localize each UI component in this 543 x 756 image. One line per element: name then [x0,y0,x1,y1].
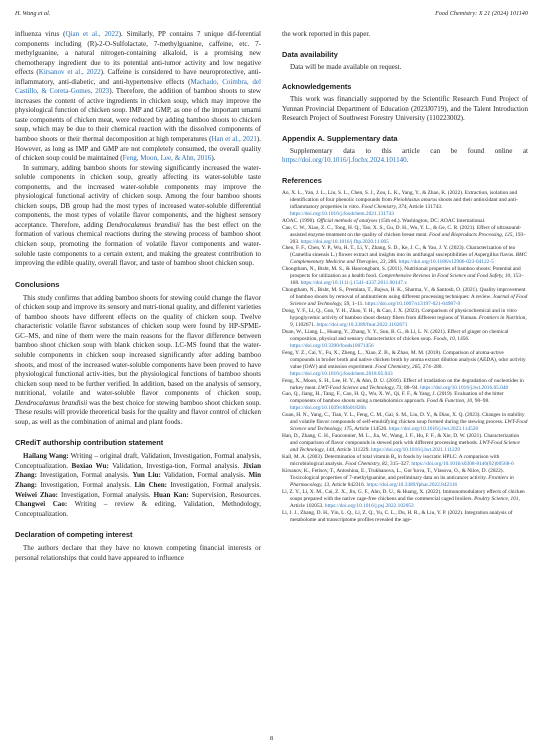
reference-text: , 274–280. [420,363,443,370]
citation-link[interactable]: Machado, Coimbra, del Castillo, & Coreta-Gomes, 2023 [15,77,261,96]
reference-text: , Article 131743. [406,203,443,210]
reference-source: BMC Complementary Medicine and Therapies, 23 [290,252,528,266]
reference-text: , 153–168. [290,273,524,287]
reference-doi-link[interactable]: https://doi.org/10.1007/s13197-021-04987-9 [365,301,461,308]
reference-text: Chongtham, N., Bisht, M. S., & Haorongbam, S. (2011). Nutritional properties of bamboo shoots: Potential and prospects for utilization as a health food. [282,266,521,280]
reference-item [282,412,528,433]
header-journal: Food Chemistry: X 21 (2024) 101140 [435,10,528,17]
reference-text: , Article 842316. [329,481,367,488]
competing-interest-paragraph: The authors declare that they have no known competing financial interests or personal relationships that could have appeared to influence [15,544,261,562]
reference-text: , 1102671. [292,321,317,328]
reference-text: Li, J. J., Zhang, D. H., Yin, L. Q., Li, Z. Q., Yu, C. L., Du, H. R., & Liu, Y. P. (2022). Integration analysis of metabolome and transcriptome profiles revealed the age- [282,509,513,523]
reference-source: LWT-Food Science and Technology, 144 [290,440,520,454]
reference-item [282,287,528,308]
reference-doi-link[interactable]: https://doi.org/10.1016/j.foodchem.2018.05.043 [290,370,393,377]
reference-doi-link[interactable]: https://doi.org/10.1016/j.lwt.2021.111229 [371,447,461,454]
reference-doi-link[interactable]: https://doi.org/10.3389/fnut.2022.1102671 [316,321,408,328]
references-heading: References [282,175,322,185]
conclusions-paragraph: This study confirms that adding bamboo shoots for stewing could change the flavor of chicken soup and improve its sensory and nutri-tional quality, and different varieties of bamboo shoots have different effects on the quality of chicken soup. Twelve characteristic volatile flavor substances of chicken soup were found by HP-SPME-GC–MS, and nine of them were the main reasons for the flavor difference between bamboo shoot chicken soup with blank chicken soup. LC-MS found that the water-soluble components in chicken soup increased significantly after adding bamboo shoots, and most of the increased water-soluble components have been proved to have physiological functional activ-ities, but the physiological functions of bamboo shoots chicken soup need to be further verified. In addition, based on the analysis of sensory, nutritional, volatile and water-soluble flavor components of chicken soup, Dendrocalamus brandisii was the best choice for stewing bamboo shoot chicken soup. These results will provide theoretical basis for the quality and flavor control of chicken soup, as well as the combination of animal and plant foods. [15,293,261,426]
data-availability-heading: Data availability [282,49,338,59]
reference-text: , 286. [385,259,399,266]
conclusions-heading: Conclusions [15,279,60,289]
reference-text: Li, Z. Y., Li, X. M., Cai, Z. X., Jin, G. F., Ahn, D. U., & Huang, X. (2022). Immunomodulatory effects of chicken soups prepared with the native cage-free chickens and the commercial caged broilers. [282,488,525,502]
reference-text: , 90–98. [472,398,490,405]
data-availability-text: Data will be made available on request. [290,62,402,71]
reference-source: Food Chemistry, 82 [345,461,388,467]
reference-source: Official methods of analyses [316,217,378,224]
reference-doi-link[interactable]: https://doi.org/10.1016/s0308-8146(02)00568-6 [411,461,514,467]
reference-item [282,350,528,378]
citation-link[interactable]: Han et al., 2021 [211,135,257,144]
reference-item [282,468,528,489]
reference-text: Chen, F. F., Chen, Y. P., Wu, H. T., Li, Y., Zhang, S. D., Ke, J. C., & Yao, J. Y. (2023). Characterization of tea (Camellia sinensis L.) flower extract and insights into its antifungal susceptibilities of Aspergillus flavus. [282,245,516,259]
reference-text: , 1456. [454,335,470,342]
reference-source: Food and Bioproducts Processing, 125 [429,231,513,238]
competing-interest-continued: the work reported in this paper. [282,30,371,38]
reference-source: Journal of Food Science and Technology, 59 [290,294,528,308]
reference-source: LWT-Food Science and Technology, 175 [290,419,528,433]
reference-source: Comprehensive Reviews in Food Science and Food Safety, 10 [378,273,511,280]
reference-text: , 1–11. [349,301,366,308]
citation-link[interactable]: Kirsanov et al., 2022 [38,68,101,77]
reference-text: Cao, C. W., Xiao, Z. C., Tong, H. Q., Tao, X. S., Gu, D. H., Wu, Y. L., & Ge, C. R. (2021). Effect of ultrasound-assisted enzyme treatment on the quality of chicken breast meat. [282,224,522,238]
reference-doi-link[interactable]: https://doi.org/10.1111/j.1541-4337.2011.00147.x [300,280,407,287]
reference-text: Duan, W., Liang, L., Huang, Y., Zhang, Y. Y., Sun, B. G., & Li, L. N. (2021). Effect of ginger on chemical composition, physical and sensory characteristics of chicken soup. [282,328,509,342]
reference-source: Food Chemistry, 265 [375,363,421,370]
reference-source: Frontiers in Nutrition, 9 [290,314,527,328]
reference-item [282,308,528,329]
reference-text: , Article 114520. [351,426,389,433]
reference-text: , 315–327. [387,461,412,467]
credit-paragraph: Hailang Wang: Writing – original draft, Validation, Investigation, Formal analysis, Conceptualization. Boxiao Wu: Validation, Investiga-tion, Formal analysis. Jixian Zhang: Investigation, Formal analysis. Yun Liu: Validation, Formal analysis. Min Zhang: Investigation, Formal analysis. Lin Chen: Investigation, Formal analysis. Weiwei Zhao: Investigation, Formal analysis. Huan Kan: Supervision, Resources. Changwei Cao: Writing – review & editing, Validation, Methodology, Conceptualization. [15,452,262,518]
reference-text: Han, D., Zhang, C. H., Fauconnier, M. L., Jia, W., Wang, J. F., Hu, F. F., & Xie, D. W. (2021). Characterization and comparison of flavor compounds in stewed pork with different processing methods. [282,433,520,447]
reference-item [282,391,528,412]
reference-item [282,225,528,246]
reference-item [282,378,528,392]
reference-doi-link[interactable]: https://doi.org/10.1016/j.psj.2022.102053 [324,502,414,509]
competing-interest-heading: Declaration of competing interest [15,530,133,540]
reference-doi-link[interactable]: https://doi.org/10.1039/c8fo01820h [290,405,366,412]
reference-text: Kirsanov, K., Fetisov, T., Antoshina, E., Trukhanova, L., Gor’kova, T., Vlasova, O., & Nilov, D. (2022). Toxicological properties of 7-methylguanine, and preliminary data on its anticancer activity. [282,467,504,481]
reference-text: Dong, Y. F., Li, Q., Guo, Y. H., Zhao, Y. H., & Cao, J. X. (2023). Comparison of physicochemical and in vitro hypoglycemic activity of bamboo shoot dietary fibers from different regions of Yunnan. [282,308,517,321]
appendix-text: Supplementary data to this article can be found online at https://doi.org/10.1016/j.fochx.2024.101140. [282,146,528,165]
reference-text: , Article 102053. [290,495,520,509]
acknowledgements-text: This work was financially supported by the Scientific Research Fund Project of Yunnan Provincial Department of Education (2023J0719), and the Talent Introduction Research Project of Southwest Forestry University (110223002). [282,95,528,123]
page-number: 8 [269,735,274,742]
right-column [282,30,528,524]
reference-doi-link[interactable]: https://doi.org/10.1186/s12906-023-04122-5 [398,259,494,266]
citation-link[interactable]: Qian et al., 2022 [65,30,119,38]
reference-doi-link[interactable]: https://doi.org/10.1016/j.lwt.2016.05.040 [420,384,509,391]
header-authors: H. Wang et al. [15,10,51,17]
reference-text: , Article 111229. [334,447,372,454]
supplementary-doi-link[interactable]: https://doi.org/10.1016/j.fochx.2024.101140 [282,156,407,165]
reference-doi-link[interactable]: https://doi.org/10.3390/foods10071456 [290,342,374,349]
reference-text: shoots and their antioxidant and anti-inflammatory properties in vitro. [290,196,518,210]
reference-list [282,190,528,524]
reference-source: LWT-Food Science and Technology, 73 [318,384,402,391]
reference-text: Feng, Y. Z., Cai, Y., Fu, X., Zheng, L., Xiao, Z. B., & Zhao, M. M. (2018). Comparison of aroma-active compounds in broiler broth and native chicken broth by aroma extract dilution analysis (AEDA), odor activity value (OAV) and omission experiment. [282,349,526,370]
reference-text: Feng, X., Moon, S. H., Lee, H. Y., & Ahn, D. U. (2016). Effect of irradiation on the degradation of nucleotides in turkey meat. [282,377,524,391]
reference-item [282,433,528,454]
left-column [15,30,261,563]
reference-text: , 193–203. [290,231,526,245]
reference-source: Pleioblastus amarus [393,196,438,203]
reference-item [282,510,528,524]
summary-paragraph: In summary, adding bamboo shoots for stewing significantly increased the water-soluble components in chicken soup, greatly affecting its water-soluble taste components, and the increased water-soluble components may improve the physiological functional activity of chicken soup. Among the four bamboo shoots chicken soups, DB group had the most types of increased water-soluble differential components, the most types of volatile flavor components, and the highest sensory acceptance. Therefore, adding Dendrocalamus brandisii has the best effect on the formation of various chemical reactions during the stewing process of bamboo shoot chicken soup, promoting the formation of volatile flavor components and water-soluble taste components to a certain extent, and making the greatest contribution to improving the edible quality, overall flavor, and taste of bamboo shoot chicken soup. [15,163,261,268]
reference-source: Food Chemistry, 374 [361,203,407,210]
reference-text: Guan, H. N., Yang, C., Tian, Y. L., Feng, C. M., Gai, S. M., Liu, D. Y., & Diao, X. Q. (2023). Changes in stability and volatile flavor compounds of self-emulsifying chicken soup formed during the stewing process. [282,412,525,426]
citation-link[interactable]: Feng, Moon, Lee, & Ahn, 2016 [122,154,212,163]
reference-text: AOAC. (1990). [282,217,317,224]
appendix-heading: Appendix A. Supplementary data [282,133,398,143]
reference-text: , 88–94. [401,384,421,391]
reference-item [282,218,528,225]
discussion-paragraph-1: influenza virus (Qian et al., 2022). Similarly, PP contains 7 unique dif-ferential components including (R)-2-O-Sulfolactate, 7-methylguanine, caffeine, etc. 7-methylguanine, a natural nitrogen-containing alkaloid, is a promising new chemotherapy ingredient due to its potential anti-tumor activity and low negative effects (Kirsanov et al., 2022). Caffeine is considered to have neuroprotective, anti-inflammatory, anti-diabetic, and anti-hypertensive effects (Machado, Coimbra, del Castillo, & Coreta-Gomes, 2023). Therefore, the addition of bamboo shoots to stew increases the content of active ingredients in chicken soup, which may improve the physiological function of chicken soup. IMP and GMP, as one of the important umami taste components of chicken meat, were reduced by adding bamboo shoots to chicken soup, which may be due to their chemical reaction with the dissolved components of bamboo shoots or their thermal decomposition at high temperatures (Han et al., 2021). However, as long as IMP and GMP are not completely consumed, the overall quality of chicken soup could be maintained (Feng, Moon, Lee, & Ahn, 2016). [15,30,261,163]
reference-doi-link[interactable]: https://doi.org/10.1016/j.foodchem.2021.131743 [290,210,394,217]
reference-item [282,190,528,218]
reference-source: Food & Function, 10 [426,398,473,405]
reference-source: Frontiers in Pharmacology, 13 [290,474,514,488]
reference-item [282,266,528,287]
reference-source: Foods, 10 [433,335,455,342]
reference-text: Chongtham, N., Bisht, M. S., Premlata, T., Bajwa, H. K., Sharma, V., & Santosh, O. (2021). Quality improvement of bamboo shoots by removal of antinutrients using different processing techniques: A review. [282,287,526,301]
reference-source: Poultry Science, 101 [474,495,519,502]
reference-item [282,489,528,510]
reference-doi-link[interactable]: https://doi.org/10.3389/fphar.2022.842316 [366,481,458,488]
reference-text: Ao, X. L., Yan, J. L., Liu, S. L., Chen, S. J., Zou, L. K., Yang, Y., & Zhao, K. (2022). Extraction, isolation and identification of four phenolic compounds from [282,189,518,203]
reference-text: (15th ed.). Washington, DC: AOAC International. [377,217,486,224]
reference-item [282,454,528,468]
running-header [15,10,528,22]
reference-item [282,329,528,350]
reference-doi-link[interactable]: https://doi.org/10.1016/j.lwt.2023.114520 [388,426,479,433]
reference-item [282,245,528,266]
reference-doi-link[interactable]: https://doi.org/10.1016/j.fbp.2020.11.005 [300,238,389,245]
reference-text: Kall, M. A. (2003). Determination of total vitamin B₆ in foods by isocratic HPLC: A comparison with microbiological analysis. [282,454,500,467]
credit-heading: CRediT authorship contribution statement [15,438,164,448]
reference-text: Gao, Q., Jiang, H., Tang, F., Cao, H. Q., Wu, X. W., Qi, F. F., & Yang, J. (2019). Evaluation of the bitter components of bamboo shoots using a metabolomics approach. [282,391,504,405]
acknowledgements-heading: Acknowledgements [282,82,352,92]
